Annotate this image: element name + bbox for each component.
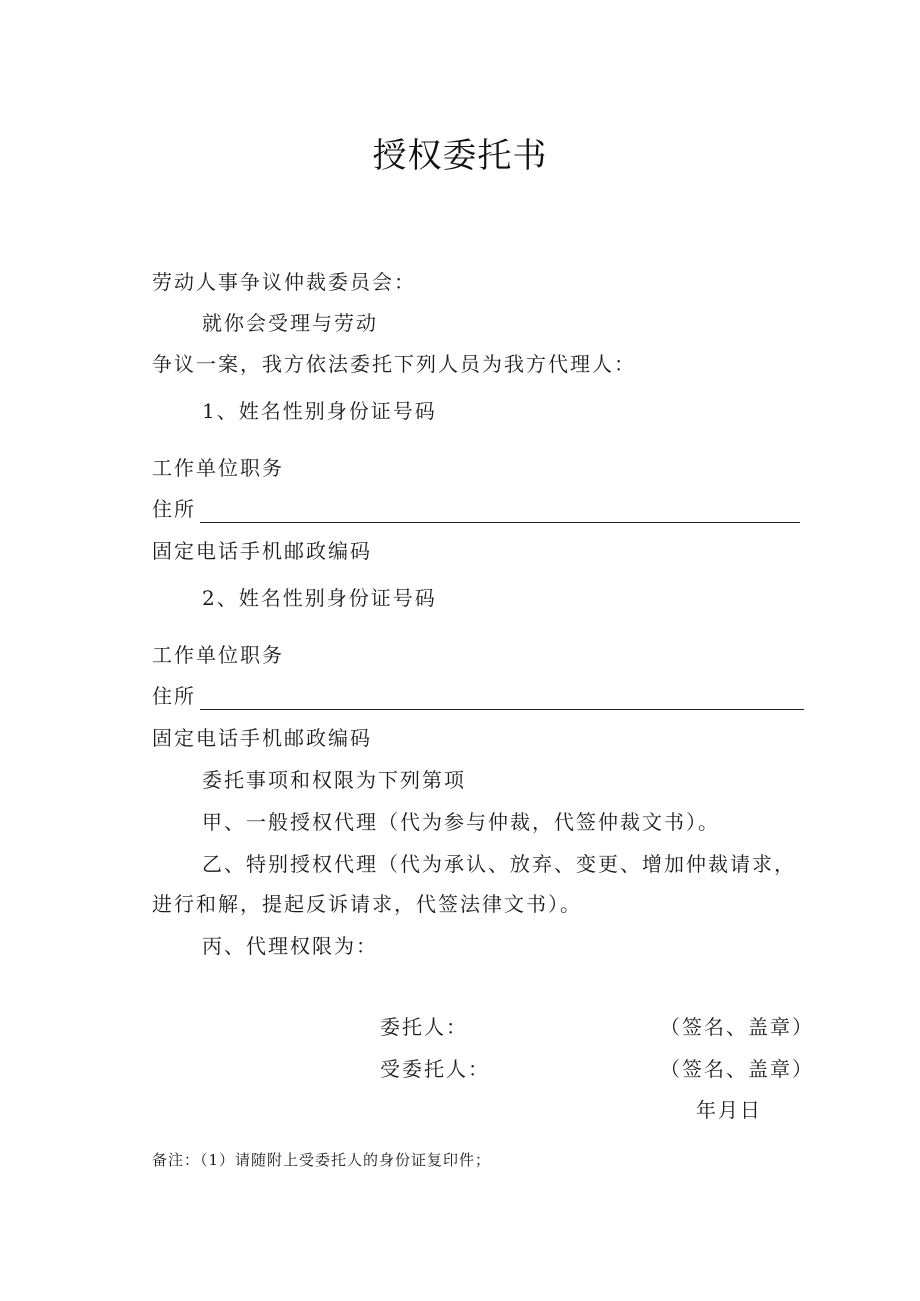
agent2-address-label: 住所 <box>152 684 196 708</box>
scope-b-line-1: 乙、特别授权代理（代为承认、放弃、变更、增加仲裁请求， <box>202 852 796 876</box>
agent2-phone: 固定电话手机邮政编码 <box>152 726 372 750</box>
agent2-work: 工作单位职务 <box>152 643 284 667</box>
addressee: 劳动人事争议仲裁委员会： <box>152 270 416 294</box>
agent2-address-underline <box>200 689 804 710</box>
footnote: 备注：（1）请随附上受委托人的身份证复印件； <box>152 1151 492 1169</box>
principal-signature-hint: （签名、盖章） <box>660 1015 814 1039</box>
agent-signature-hint: （签名、盖章） <box>660 1057 814 1081</box>
scope-c: 丙、代理权限为： <box>202 934 378 958</box>
agent-label: 受委托人： <box>380 1057 490 1081</box>
agent1-address-row <box>152 495 800 523</box>
agent2-address-row <box>152 682 804 710</box>
scope-b-line-2: 进行和解，提起反诉请求，代签法律文书）。 <box>152 892 582 916</box>
agent1-work: 工作单位职务 <box>152 456 284 480</box>
principal-label: 委托人： <box>380 1015 468 1039</box>
agent1-phone: 固定电话手机邮政编码 <box>152 539 372 563</box>
case-line-2: 争议一案，我方依法委托下列人员为我方代理人： <box>152 352 636 376</box>
agent1-address-label: 住所 <box>152 497 196 521</box>
case-line-1: 就你会受理与劳动 <box>202 311 378 335</box>
scope-a: 甲、一般授权代理（代为参与仲裁，代签仲裁文书）。 <box>202 810 720 834</box>
date-line: 年月日 <box>696 1098 762 1122</box>
document-title: 授权委托书 <box>372 136 548 176</box>
agent2-identity: 2、姓名性别身份证号码 <box>202 586 437 610</box>
agent1-address-underline <box>200 502 800 523</box>
scope-intro: 委托事项和权限为下列第项 <box>202 768 466 792</box>
agent1-identity: 1、姓名性别身份证号码 <box>202 399 437 423</box>
